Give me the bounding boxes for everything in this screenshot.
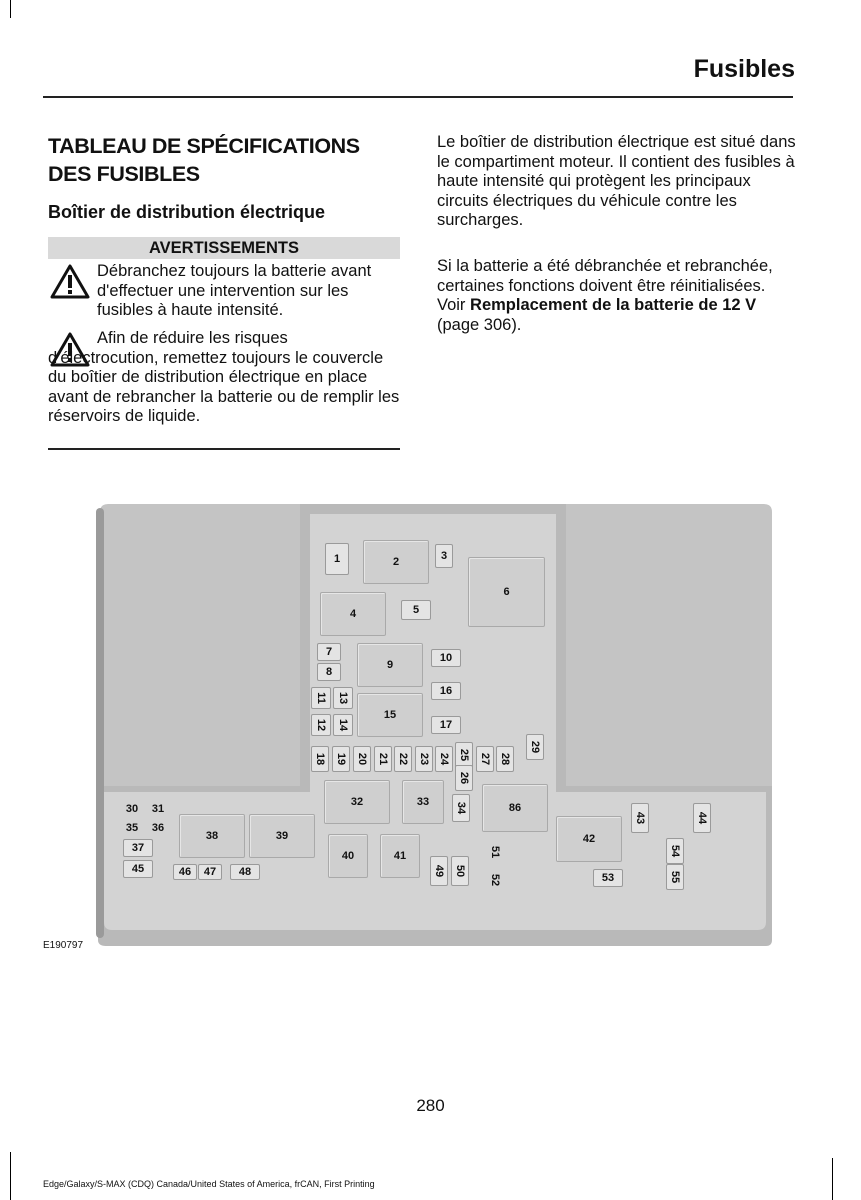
warning-text-1: Débranchez toujours la batterie avant d'effectuer une intervention sur les fusibles à haute intensité. (97, 262, 372, 319)
fuse-12: 12 (311, 714, 331, 736)
crop-mark-bottom-left (10, 1152, 11, 1200)
fuse-44: 44 (693, 803, 711, 833)
page-number: 280 (416, 1096, 445, 1115)
fuse-46: 46 (173, 864, 197, 880)
fuse-50: 50 (451, 856, 469, 886)
fuse-15: 15 (357, 693, 423, 737)
crop-mark-bottom-right (832, 1158, 833, 1200)
fuse-39: 39 (249, 814, 315, 858)
page-header-title: Fusibles (693, 55, 795, 83)
fuse-47: 47 (198, 864, 222, 880)
fuse-6: 6 (468, 557, 545, 627)
fuse-45: 45 (123, 860, 153, 878)
fuse-37: 37 (123, 839, 153, 857)
fuse-23: 23 (415, 746, 433, 772)
fuse-22: 22 (394, 746, 412, 772)
fuse-32: 32 (324, 780, 390, 824)
fuse-34: 34 (452, 794, 470, 822)
warning-triangle-icon (50, 264, 90, 300)
fuse-86: 86 (482, 784, 548, 832)
warning-text-2: Afin de réduire les risques d'électrocution, remettez toujours le couvercle du boîtier de distribution électrique en place avant de rebrancher la batterie ou de remplir les réservoirs de liquide. (48, 329, 400, 425)
fuse-55: 55 (666, 864, 684, 890)
warnings-title: AVERTISSEMENTS (48, 237, 400, 259)
fuse-52: 52 (489, 873, 501, 887)
fuse-43: 43 (631, 803, 649, 833)
fuse-54: 54 (666, 838, 684, 864)
figure-id: E190797 (43, 940, 84, 951)
warnings-bottom-rule (48, 448, 400, 450)
fuse-25: 25 (455, 742, 473, 768)
fuse-19: 19 (332, 746, 350, 772)
fuse-7: 7 (317, 643, 341, 661)
fuse-51: 51 (489, 845, 501, 859)
fuse-38: 38 (179, 814, 245, 858)
fuse-36: 36 (151, 822, 165, 834)
intro-paragraph: Le boîtier de distribution électrique est situé dans le compartiment moteur. Il contient des fusibles à haute intensité qui protègent les principaux circuits électriques du véhicule contre les surcharges. (437, 133, 796, 229)
fuse-41: 41 (380, 834, 420, 878)
reset-paragraph: Si la batterie a été débranchée et rebranchée, certaines fonctions doivent être réinitialisées. Voir Remplacement de la batterie de 12 V (page 306). (437, 257, 773, 334)
fuse-2: 2 (363, 540, 429, 584)
section-subheading: Boîtier de distribution électrique (48, 202, 326, 222)
footer-text: Edge/Galaxy/S-MAX (CDQ) Canada/United States of America, frCAN, First Printing (43, 1179, 375, 1189)
crop-mark-top-left (10, 0, 11, 18)
battery-replacement-link[interactable]: Remplacement de la batterie de 12 V (470, 296, 757, 314)
fuse-27: 27 (476, 746, 494, 772)
fuse-5: 5 (401, 600, 431, 620)
fuse-40: 40 (328, 834, 368, 878)
fuse-1: 1 (325, 543, 349, 575)
fuse-28: 28 (496, 746, 514, 772)
fuse-20: 20 (353, 746, 371, 772)
fuse-30: 30 (125, 803, 139, 815)
fuse-11: 11 (311, 687, 331, 709)
fuse-26: 26 (455, 765, 473, 791)
fuse-10: 10 (431, 649, 461, 667)
fuse-17: 17 (431, 716, 461, 734)
fuse-48: 48 (230, 864, 260, 880)
fuse-21: 21 (374, 746, 392, 772)
fuse-35: 35 (125, 822, 139, 834)
fuse-49: 49 (430, 856, 448, 886)
fuse-8: 8 (317, 663, 341, 681)
fuse-14: 14 (333, 714, 353, 736)
header-divider (43, 96, 793, 98)
fuse-29: 29 (526, 734, 544, 760)
fuse-4: 4 (320, 592, 386, 636)
section-heading: TABLEAU DE SPÉCIFICATIONS DES FUSIBLES (48, 134, 360, 186)
fuse-3: 3 (435, 544, 453, 568)
fuse-9: 9 (357, 643, 423, 687)
fuse-16: 16 (431, 682, 461, 700)
fuse-18: 18 (311, 746, 329, 772)
fuse-31: 31 (151, 803, 165, 815)
fuse-33: 33 (402, 780, 444, 824)
fuse-13: 13 (333, 687, 353, 709)
fuse-42: 42 (556, 816, 622, 862)
fuse-24: 24 (435, 746, 453, 772)
fuse-53: 53 (593, 869, 623, 887)
